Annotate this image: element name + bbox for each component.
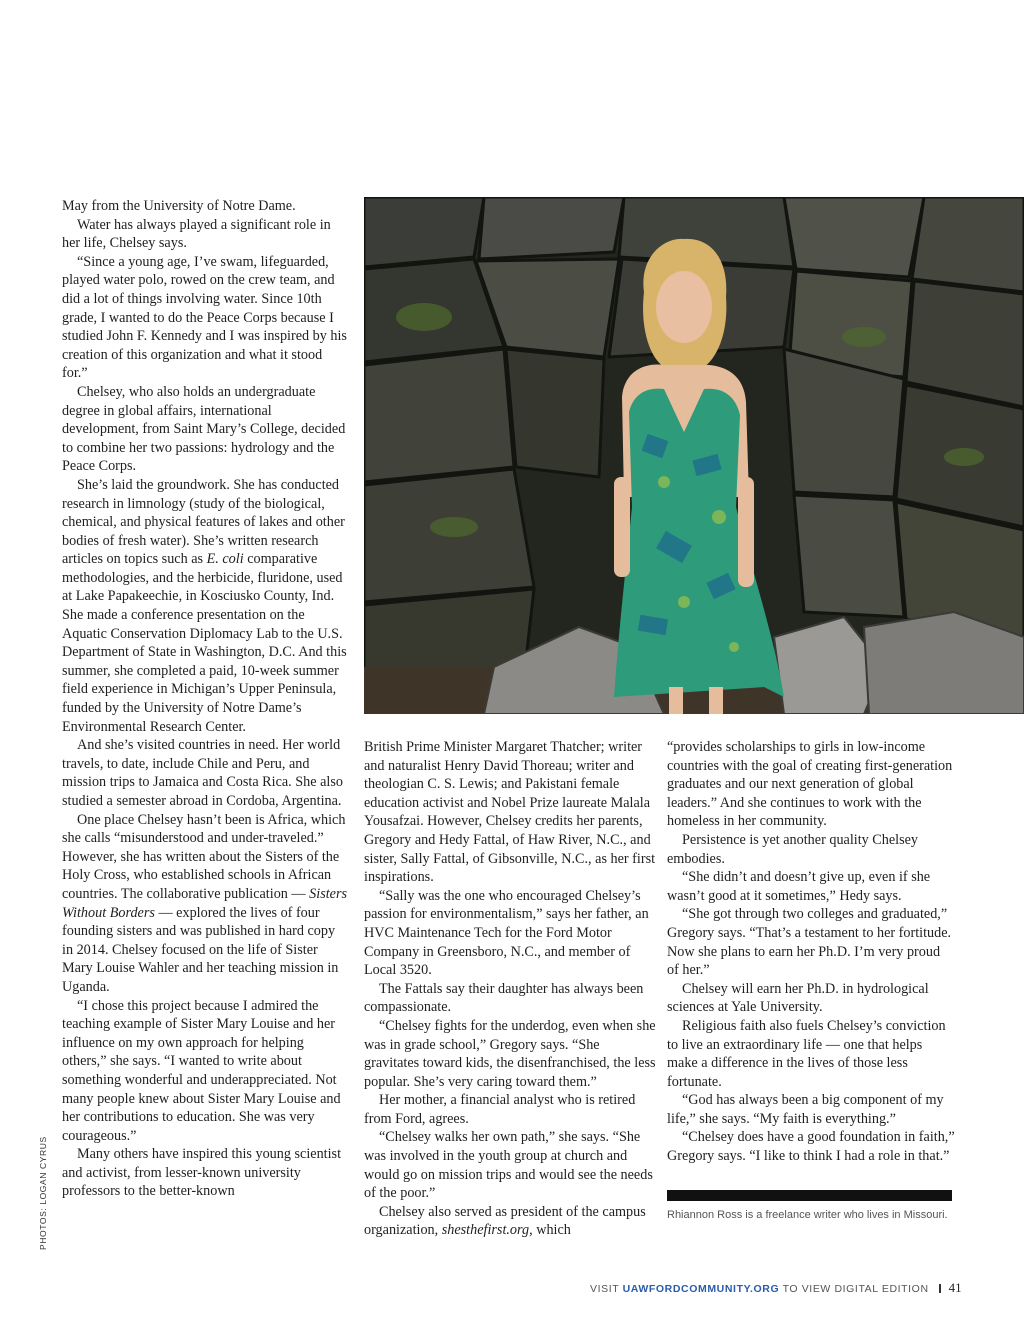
page-footer (590, 1280, 960, 1296)
paragraph: Religious faith also fuels Chelsey’s conviction to live an extraordinary life — one that helps make a difference in the lives of those less fortunate. (667, 1017, 946, 1090)
paragraph: “I chose this project because I admired the teaching example of Sister Mary Louise and her influence on my own approach for helping others,” she says. “I wanted to write about something wonderful and underappreciated. Not many people knew about Sister Mary Louise and her contributions to education. She was very courageous.” (62, 997, 341, 1144)
paragraph: Water has always played a significant role in her life, Chelsey says. (62, 216, 331, 252)
footer-visit-text: VISIT (590, 1283, 623, 1295)
paragraph: Many others have inspired this young scientist and activist, from lesser-known university professors to the better-known (62, 1146, 342, 1200)
photo-credit: PHOTOS: LOGAN CYRUS (38, 1136, 48, 1250)
paragraph: The Fattals say their daughter has always been compassionate. (364, 980, 644, 1016)
paragraph: “Chelsey fights for the underdog, even when she was in grade school,” Gregory says. “She gravitates toward kids, the disenfranchised, the less popular. She’s very caring toward them.” (364, 1017, 656, 1090)
article-column-3 (667, 738, 955, 1166)
paragraph: May from the University of Notre Dame. (62, 198, 296, 214)
paragraph: “Chelsey walks her own path,” she says. “She was involved in the youth group at church and would go on mission trips and would see the needs of the poor.” (364, 1129, 653, 1202)
paragraph: Chelsey also served as president of the campus organization, shesthefirst.org, which (364, 1203, 646, 1239)
paragraph: And she’s visited countries in need. Her world travels, to date, include Chile and Peru, and mission trips to Jamaica and Costa Rica. She also studied a semester abroad in Cordoba, Argentina. (62, 737, 343, 809)
publication-title: Sisters Without Borders (62, 885, 348, 921)
paragraph: “Since a young age, I’ve swam, lifeguarded, played water polo, rowed on the crew team, and did a lot of things involving water. Since 10th grade, I wanted to do the Peace Corps because I studied John F. Kennedy and I was inspired by his creation of this organization and what it stood for.” (62, 253, 347, 382)
photo-illustration (364, 197, 1024, 714)
footer-url-link[interactable]: UAWFORDCOMMUNITY.ORG (622, 1283, 780, 1295)
paragraph: She’s laid the groundwork. She has conducted research in limnology (study of the biological, chemical, and physical features of lakes and other bodies of fresh water). She’s written research articles on topics such as E. coli comparative methodologies, and the herbicide, fluridone, used at Lake Papakeechie, in Kosciusko County, Ind. She made a conference presentation on the Aquatic Conservation Diplomacy Lab to the U.S. Department of State in Washington, D.C. And this summer, she completed a paid, 10-week summer field experience in Michigan’s Upper Peninsula, funded by the University of Notre Dame’s Environmental Research Center. (62, 476, 347, 735)
paragraph: One place Chelsey hasn’t been is Africa, which she calls “misunderstood and under-traveled.” However, she has written about the Sisters of the Holy Cross, who established schools in African countries. The collaborative publication — Sisters Without Borders — explored the lives of four founding sisters and was published in hard copy in 2014. Chelsey focused on the life of Sister Mary Louise Wahler and her teaching mission in Uganda. (62, 811, 348, 995)
footer-separator (939, 1284, 941, 1293)
page-number: 41 (948, 1280, 962, 1295)
paragraph: “She got through two colleges and graduated,” Gregory says. “That’s a testament to her fortitude. Now she plans to earn her Ph.D. I’m very proud of her.” (667, 906, 952, 979)
author-bio: Rhiannon Ross is a freelance writer who lives in Missouri. (667, 1209, 948, 1221)
paragraph: Chelsey will earn her Ph.D. in hydrological sciences at Yale University. (667, 980, 929, 1016)
paragraph: Persistence is yet another quality Chelsey embodies. (667, 831, 919, 867)
italic-term: E. coli (206, 551, 244, 568)
article-column-1 (62, 197, 347, 1201)
paragraph: “She didn’t and doesn’t give up, even if she wasn’t good at it sometimes,” Hedy says. (667, 869, 931, 904)
paragraph: Her mother, a financial analyst who is retired from Ford, agrees. (364, 1092, 636, 1127)
portrait-photo (364, 197, 1024, 714)
website-name: shesthefirst.org (441, 1222, 530, 1239)
paragraph: British Prime Minister Margaret Thatcher; writer and naturalist Henry David Thoreau; writer and theologian C. S. Lewis; and Pakistani female education activist and Nobel Prize laureate Malala Yousafzai. However, Chelsey credits her parents, Gregory and Hedy Fattal, of Haw River, N.C., and sister, Sally Fattal, of Gibsonville, N.C., as her first inspirations. (364, 739, 656, 886)
bio-divider (667, 1190, 952, 1201)
paragraph: Chelsey, who also holds an undergraduate degree in global affairs, international development, from Saint Mary’s College, decided to combine her two passions: hydrology and the Peace Corps. (62, 383, 346, 475)
paragraph: “provides scholarships to girls in low-income countries with the goal of creating first-generation graduates and our next generation of global leaders.” And she continues to work with the homeless in her community. (667, 739, 953, 830)
article-column-2 (364, 738, 656, 1240)
paragraph: “Chelsey does have a good foundation in faith,” Gregory says. “I like to think I had a role in that.” (667, 1129, 955, 1165)
paragraph: “God has always been a big component of my life,” she says. “My faith is everything.” (667, 1092, 944, 1127)
footer-suffix-text: TO VIEW DIGITAL EDITION (779, 1283, 929, 1295)
paragraph: “Sally was the one who encouraged Chelsey’s passion for environmentalism,” says her father, an HVC Maintenance Tech for the Ford Motor Company in Greensboro, N.C., and member of Local 3520. (364, 887, 649, 979)
